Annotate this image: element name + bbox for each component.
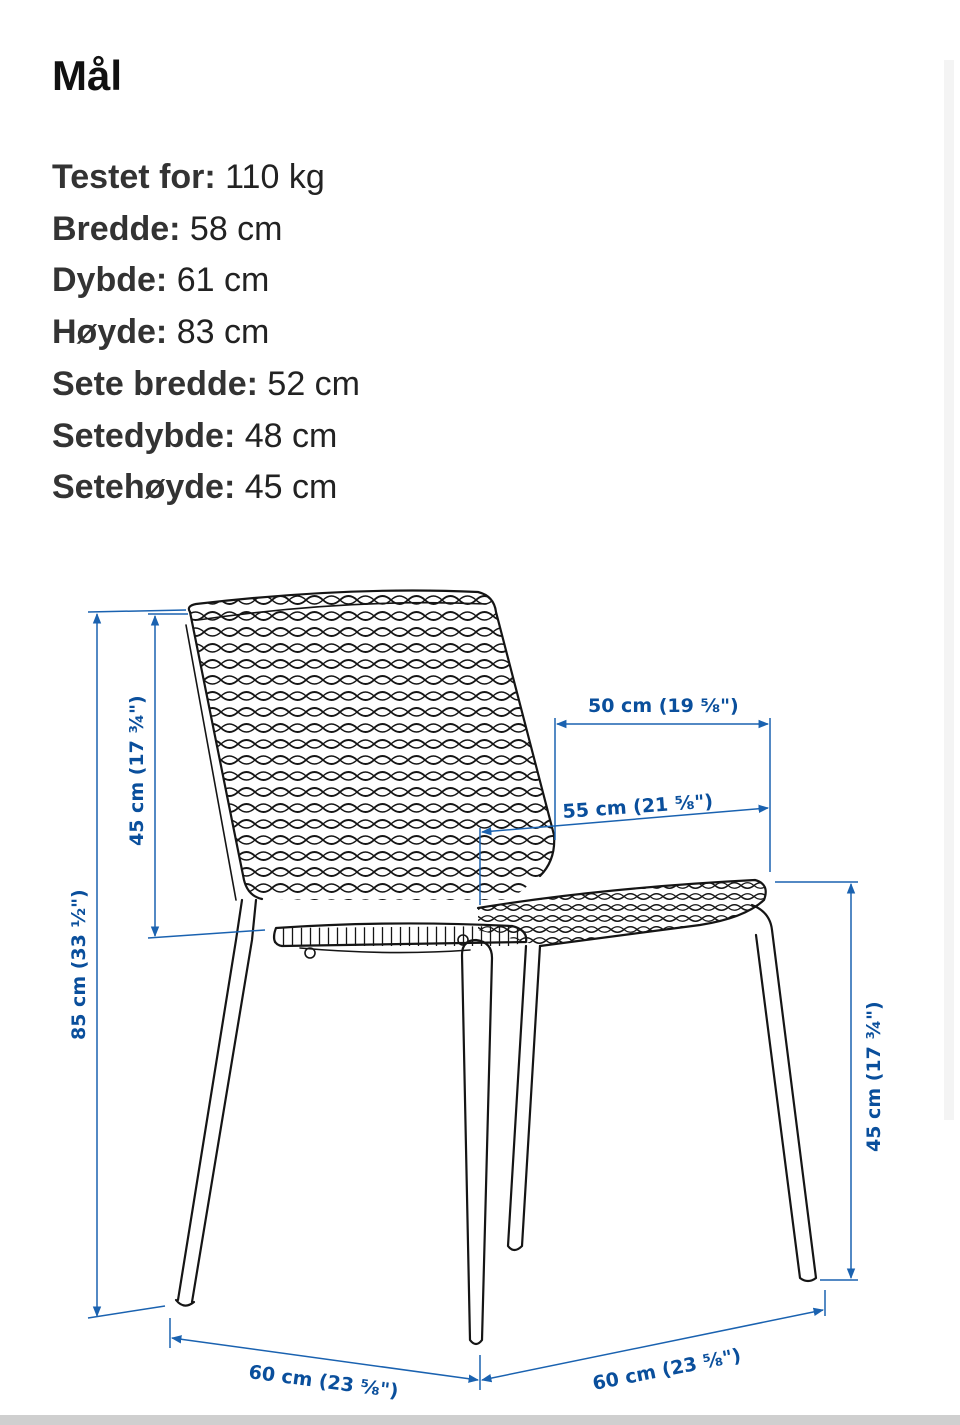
chair-dimension-diagram	[0, 560, 960, 1410]
spec-width	[52, 204, 360, 256]
chair-back	[186, 591, 554, 901]
spec-label: Bredde:	[52, 209, 181, 248]
dim-depth-left: 60 cm (23 ⅝")	[247, 1361, 400, 1403]
spec-value: 58 cm	[189, 209, 283, 248]
dim-total-height: 85 cm (33 ½")	[68, 889, 90, 1040]
dim-back-height: 45 cm (17 ¾")	[126, 695, 148, 846]
spec-label: Høyde:	[52, 313, 168, 352]
spec-label: Setehøyde:	[52, 468, 236, 507]
spec-seat-height	[52, 462, 360, 514]
bottom-bar	[0, 1415, 960, 1425]
spec-value: 48 cm	[244, 416, 338, 455]
dim-width-right: 60 cm (23 ⅝")	[590, 1344, 743, 1395]
page-title: Mål	[52, 52, 123, 99]
spec-label: Dybde:	[52, 261, 168, 300]
spec-value: 45 cm	[244, 468, 338, 507]
chair-legs	[176, 900, 816, 1344]
spec-list	[52, 152, 360, 514]
spec-value: 110 kg	[225, 158, 325, 196]
spec-tested-for	[52, 152, 360, 204]
spec-value: 83 cm	[176, 313, 270, 352]
spec-value: 61 cm	[176, 261, 270, 300]
spec-depth	[52, 255, 360, 307]
spec-seat-depth	[52, 411, 360, 463]
spec-label: Setedybde:	[52, 416, 236, 455]
spec-height	[52, 307, 360, 359]
spec-label: Testet for:	[52, 158, 216, 196]
spec-label: Sete bredde:	[52, 364, 258, 403]
spec-seat-width	[52, 359, 360, 411]
spec-value: 52 cm	[267, 364, 360, 403]
dim-seat-depth: 55 cm (21 ⅝")	[561, 790, 714, 823]
dim-seat-width: 50 cm (19 ⅝")	[588, 695, 739, 717]
dim-seat-height: 45 cm (17 ¾")	[863, 1001, 885, 1152]
